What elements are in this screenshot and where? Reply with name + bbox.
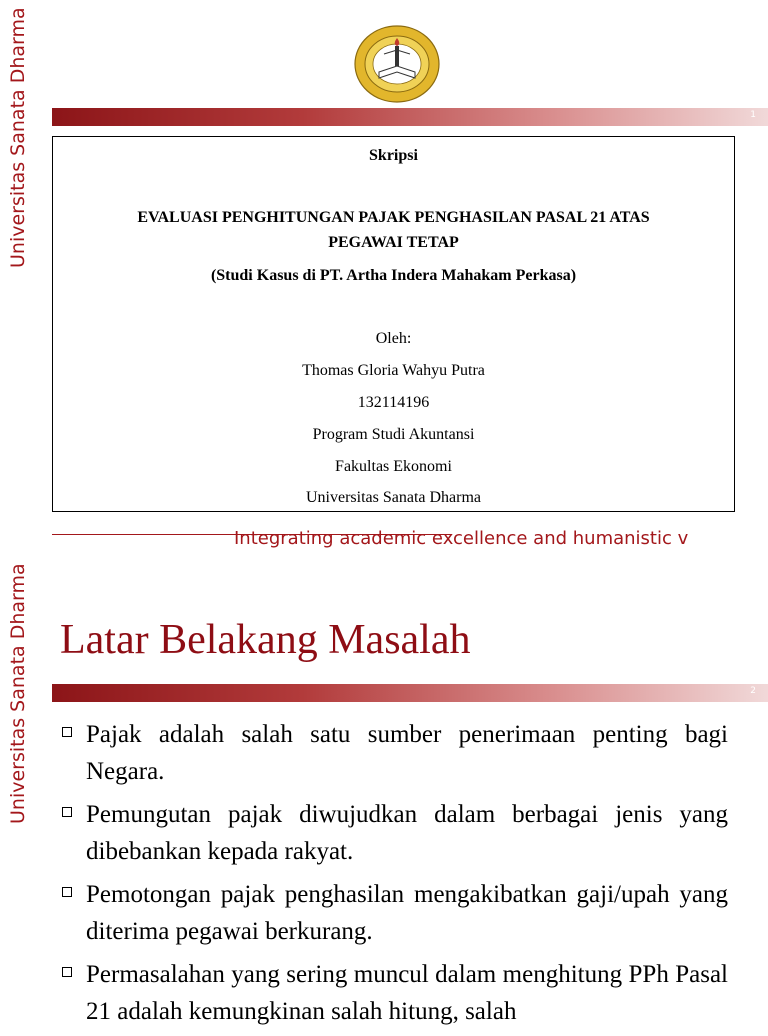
bullet-text: Pemungutan pajak diwujudkan dalam berbagai jenis yang dibebankan kepada rakyat. [86, 801, 728, 865]
title-box [52, 136, 735, 512]
slide-2 [0, 563, 768, 1025]
bullet-text: Pajak adalah salah satu sumber penerimaan penting bagi Negara. [86, 721, 728, 785]
thesis-title-line-1: EVALUASI PENGHITUNGAN PAJAK PENGHASILAN PASAL 21 ATAS [137, 209, 650, 226]
skripsi-heading: Skripsi [369, 147, 418, 164]
slide-title: Latar Belakang Masalah [60, 617, 471, 663]
list-item [60, 716, 728, 790]
slide-1-page-number: 1 [750, 110, 756, 120]
slide-1-header-bar [52, 108, 768, 126]
bullet-list [60, 716, 728, 1036]
sidebar-university-text: Universitas Sanata Dharma [7, 7, 29, 268]
university-seal-icon [354, 24, 440, 104]
university-name: Universitas Sanata Dharma [305, 489, 482, 506]
student-id: 132114196 [357, 394, 430, 411]
hollow-square-bullet-icon [62, 967, 72, 977]
thesis-title-line-2: PEGAWAI TETAP [328, 234, 459, 251]
bullet-text: Pemotongan pajak penghasilan mengakibatkan gaji/upah yang diterima pegawai berkurang. [86, 881, 728, 945]
hollow-square-bullet-icon [62, 807, 72, 817]
bullet-text: Permasalahan yang sering muncul dalam menghitung PPh Pasal 21 adalah kemungkinan salah hitung, salah [86, 961, 728, 1025]
slide-2-page-number: 2 [750, 686, 756, 696]
author-name: Thomas Gloria Wahyu Putra [302, 362, 485, 379]
list-item [60, 876, 728, 950]
sidebar-university-text: Universitas Sanata Dharma [7, 563, 29, 824]
hollow-square-bullet-icon [62, 727, 72, 737]
hollow-square-bullet-icon [62, 887, 72, 897]
list-item [60, 796, 728, 870]
slide-2-header-bar [52, 684, 768, 702]
thesis-subtitle: (Studi Kasus di PT. Artha Indera Mahakam Perkasa) [210, 267, 577, 284]
list-item [60, 956, 728, 1030]
study-program: Program Studi Akuntansi [312, 426, 475, 443]
by-label: Oleh: [375, 330, 412, 347]
faculty: Fakultas Ekonomi [335, 458, 452, 475]
tagline: Integrating academic excellence and humanistic v [234, 528, 689, 549]
